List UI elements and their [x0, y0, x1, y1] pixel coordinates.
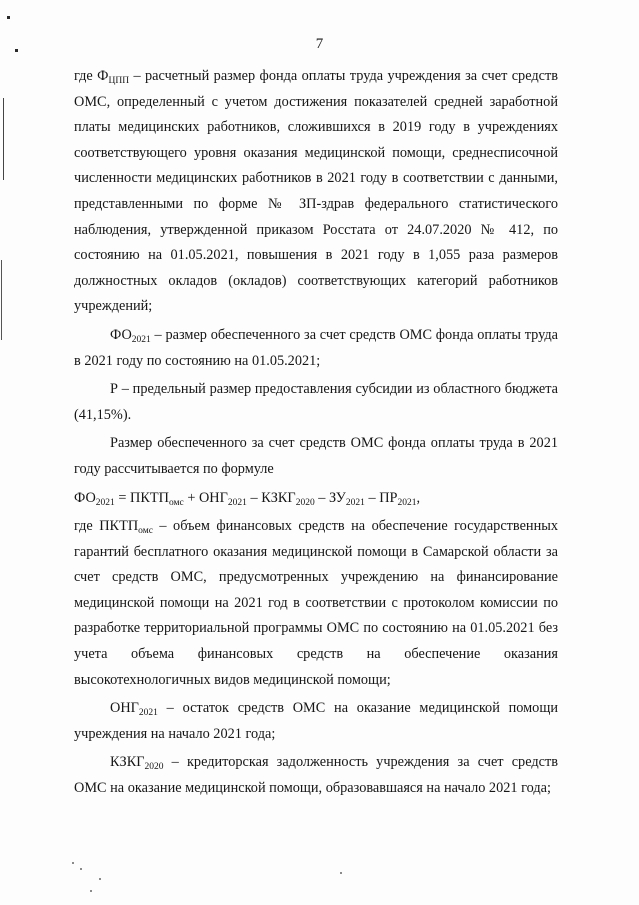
paragraph-text: – объем финансовых средств на обеспечение государственных гарантий бесплатного оказания медицинской помощи в Самарской области за счет средств ОМС, предусмотренных учреждению на финансирование медицинской помощи на 2021 год в соответствии с протоколом комиссии по разработке территориальной программы ОМС по состоянию на 01.05.2021 без учета объема финансовых средств на обеспечение оказания высокотехнологичных видов медицинской помощи;: [74, 518, 558, 688]
paragraph-fcpp-definition: [74, 64, 558, 320]
paragraph-text: – расчетный размер фонда оплаты труда учреждения за счет средств ОМС, определенный с учетом достижения показателей средней заработной платы медицинских работников, сложившихся в 2019 году в учреждениях соответствующего уровня оказания медицинской помощи, среднесписочной численности медицинских работников в 2021 году в соответствии с данными, представленными по форме № ЗП-здрав федерального статистического наблюдения, утвержденной приказом Росстата от 24.07.2020 № 412, по состоянию на 01.05.2021, повышения в 2021 году в 1,055 раза размеров должностных окладов (окладов) соответствующих категорий работников учреждений;: [74, 68, 558, 315]
term-subscript: 2020: [144, 762, 164, 773]
formula-term: – ЗУ: [314, 489, 346, 506]
scan-mark: [1, 260, 2, 340]
formula-subscript: 2020: [295, 497, 315, 508]
scan-speck: [72, 862, 74, 864]
paragraph-text: – остаток средств ОМС на оказание медицинской помощи учреждения на начало 2021 года;: [74, 700, 558, 742]
paragraph-text: – размер обеспеченного за счет средств ОМС фонда оплаты труда в 2021 году по состоянию на 01.05.2021;: [74, 326, 558, 369]
scan-speck: [99, 878, 101, 880]
paragraph-fo-definition: [74, 323, 558, 374]
paragraph-pktp-definition: [74, 514, 558, 693]
formula-term: = ПКТП: [114, 489, 169, 506]
term-subscript: 2021: [138, 708, 158, 719]
term-label: ОНГ: [110, 700, 139, 717]
paragraph-text: Размер обеспеченного за счет средств ОМС фонда оплаты труда в 2021 году рассчитывается по формуле: [74, 435, 558, 477]
term-subscript: 2021: [131, 334, 151, 345]
paragraph-text: Р – предельный размер предоставления субсидии из областного бюджета (41,15%).: [74, 381, 558, 423]
formula-term: – КЗКГ: [246, 489, 296, 506]
formula-subscript: 2021: [95, 497, 115, 508]
term-subscript: омс: [138, 526, 153, 537]
formula-subscript: омс: [168, 497, 184, 508]
scan-mark: [3, 98, 4, 180]
formula-subscript: 2021: [227, 497, 247, 508]
scan-speck: [90, 890, 92, 892]
term-label: где Ф: [74, 68, 109, 84]
paragraph-ong-definition: [74, 696, 558, 747]
paragraph-p-definition: [74, 377, 558, 428]
paragraph-formula-intro: [74, 431, 558, 482]
formula: [74, 486, 558, 512]
term-label: где ПКТП: [74, 518, 139, 535]
term-label: ФО: [110, 326, 132, 343]
scan-mark: [7, 16, 10, 19]
paragraph-text: – кредиторская задолженность учреждения за счет средств ОМС на оказание медицинской помощи, образовавшаяся на начало 2021 года;: [74, 754, 558, 797]
scan-speck: [80, 868, 82, 870]
formula-term: + ОНГ: [183, 489, 228, 506]
formula-subscript: 2021: [397, 497, 417, 508]
term-subscript: ЦПП: [108, 76, 130, 86]
page-number: 7: [315, 36, 324, 52]
paragraph-kzkg-definition: [74, 750, 558, 801]
document-body: [74, 64, 558, 802]
formula-subscript: 2021: [345, 497, 365, 508]
term-label: КЗКГ: [110, 754, 145, 771]
formula-term: – ПР: [364, 489, 398, 506]
formula-term: ФО: [74, 489, 96, 506]
formula-term: ,: [416, 489, 421, 506]
scan-speck: [340, 872, 342, 874]
